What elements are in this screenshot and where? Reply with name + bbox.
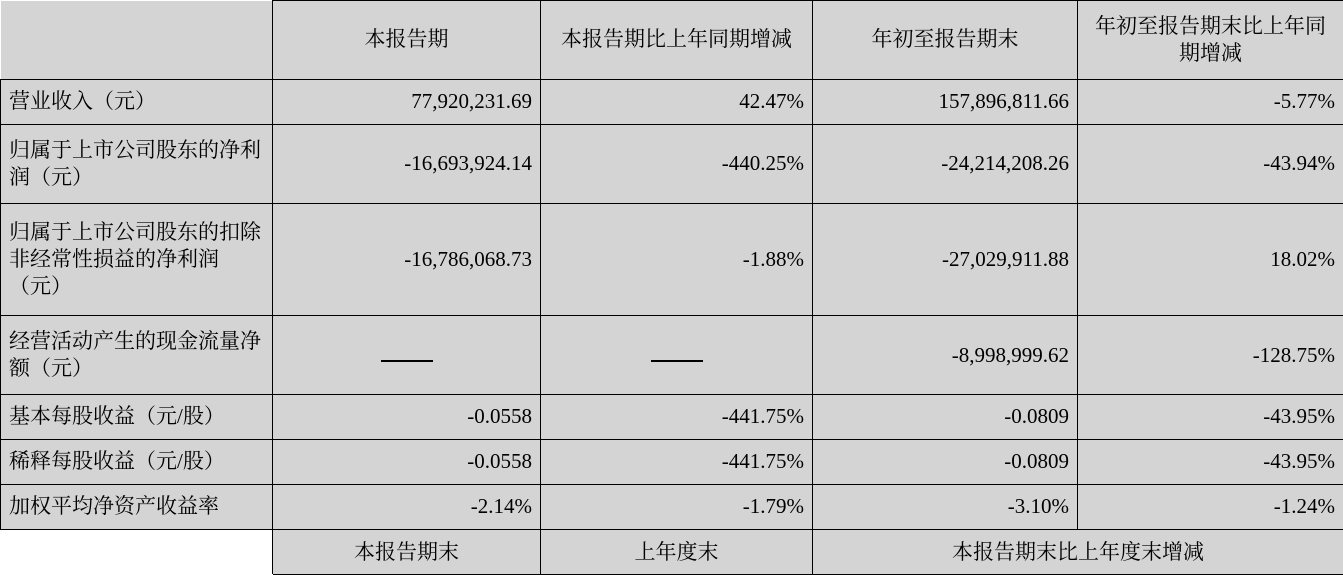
cell-net-profit-current-yoy: -440.25% (541, 124, 813, 203)
footer-col-period-end: 本报告期末 (273, 529, 541, 574)
row-label-weighted-roe: 加权平均净资产收益率 (1, 484, 273, 529)
cell-net-profit-ex-current: -16,786,068.73 (273, 203, 541, 316)
row-label-revenue: 营业收入（元） (1, 79, 273, 124)
table-row (1, 439, 1343, 484)
cell-weighted-roe-ytd: -3.10% (813, 484, 1078, 529)
cell-diluted-eps-ytd: -0.0809 (813, 439, 1078, 484)
cell-net-profit-ex-ytd-yoy: 18.02% (1078, 203, 1343, 316)
cell-revenue-current-yoy: 42.47% (541, 79, 813, 124)
cell-basic-eps-ytd: -0.0809 (813, 394, 1078, 439)
cell-operating-cashflow-current-yoy (541, 316, 813, 395)
cell-basic-eps-current: -0.0558 (273, 394, 541, 439)
table-header-row (1, 1, 1343, 80)
cell-net-profit-ex-current-yoy: -1.88% (541, 203, 813, 316)
header-col-current-period: 本报告期 (273, 1, 541, 80)
row-label-basic-eps: 基本每股收益（元/股） (1, 394, 273, 439)
cell-basic-eps-ytd-yoy: -43.95% (1078, 394, 1343, 439)
cell-net-profit-ex-ytd: -27,029,911.88 (813, 203, 1078, 316)
row-label-operating-cashflow: 经营活动产生的现金流量净额（元） (1, 316, 273, 395)
cell-diluted-eps-current: -0.0558 (273, 439, 541, 484)
table-row (1, 484, 1343, 529)
table-row (1, 79, 1343, 124)
cell-weighted-roe-current: -2.14% (273, 484, 541, 529)
table-row (1, 394, 1343, 439)
table-row (1, 203, 1343, 316)
em-dash-mark (651, 349, 703, 362)
header-col-ytd: 年初至报告期末 (813, 1, 1078, 80)
cell-net-profit-ytd-yoy: -43.94% (1078, 124, 1343, 203)
cell-operating-cashflow-ytd-yoy: -128.75% (1078, 316, 1343, 395)
footer-col-last-year-end: 上年度末 (541, 529, 813, 574)
row-label-net-profit-ex-nonrecurring: 归属于上市公司股东的扣除非经常性损益的净利润（元） (1, 203, 273, 316)
em-dash-mark (381, 349, 433, 362)
cell-revenue-ytd-yoy: -5.77% (1078, 79, 1343, 124)
header-col-ytd-yoy: 年初至报告期末比上年同期增减 (1078, 1, 1343, 80)
table-row (1, 124, 1343, 203)
cell-revenue-ytd: 157,896,811.66 (813, 79, 1078, 124)
cell-diluted-eps-current-yoy: -441.75% (541, 439, 813, 484)
cell-weighted-roe-ytd-yoy: -1.24% (1078, 484, 1343, 529)
footer-col-period-end-change: 本报告期末比上年度末增减 (813, 529, 1343, 574)
cell-net-profit-current: -16,693,924.14 (273, 124, 541, 203)
header-col-current-period-yoy: 本报告期比上年同期增减 (541, 1, 813, 80)
row-label-diluted-eps: 稀释每股收益（元/股） (1, 439, 273, 484)
table-footer-row (1, 529, 1343, 574)
cell-diluted-eps-ytd-yoy: -43.95% (1078, 439, 1343, 484)
cell-operating-cashflow-current (273, 316, 541, 395)
cell-basic-eps-current-yoy: -441.75% (541, 394, 813, 439)
cell-operating-cashflow-ytd: -8,998,999.62 (813, 316, 1078, 395)
cell-revenue-current: 77,920,231.69 (273, 79, 541, 124)
cell-net-profit-ytd: -24,214,208.26 (813, 124, 1078, 203)
header-corner-cell (1, 1, 273, 80)
footer-blank-cell (1, 529, 273, 574)
cell-weighted-roe-current-yoy: -1.79% (541, 484, 813, 529)
table-row (1, 316, 1343, 395)
row-label-net-profit: 归属于上市公司股东的净利润（元） (1, 124, 273, 203)
